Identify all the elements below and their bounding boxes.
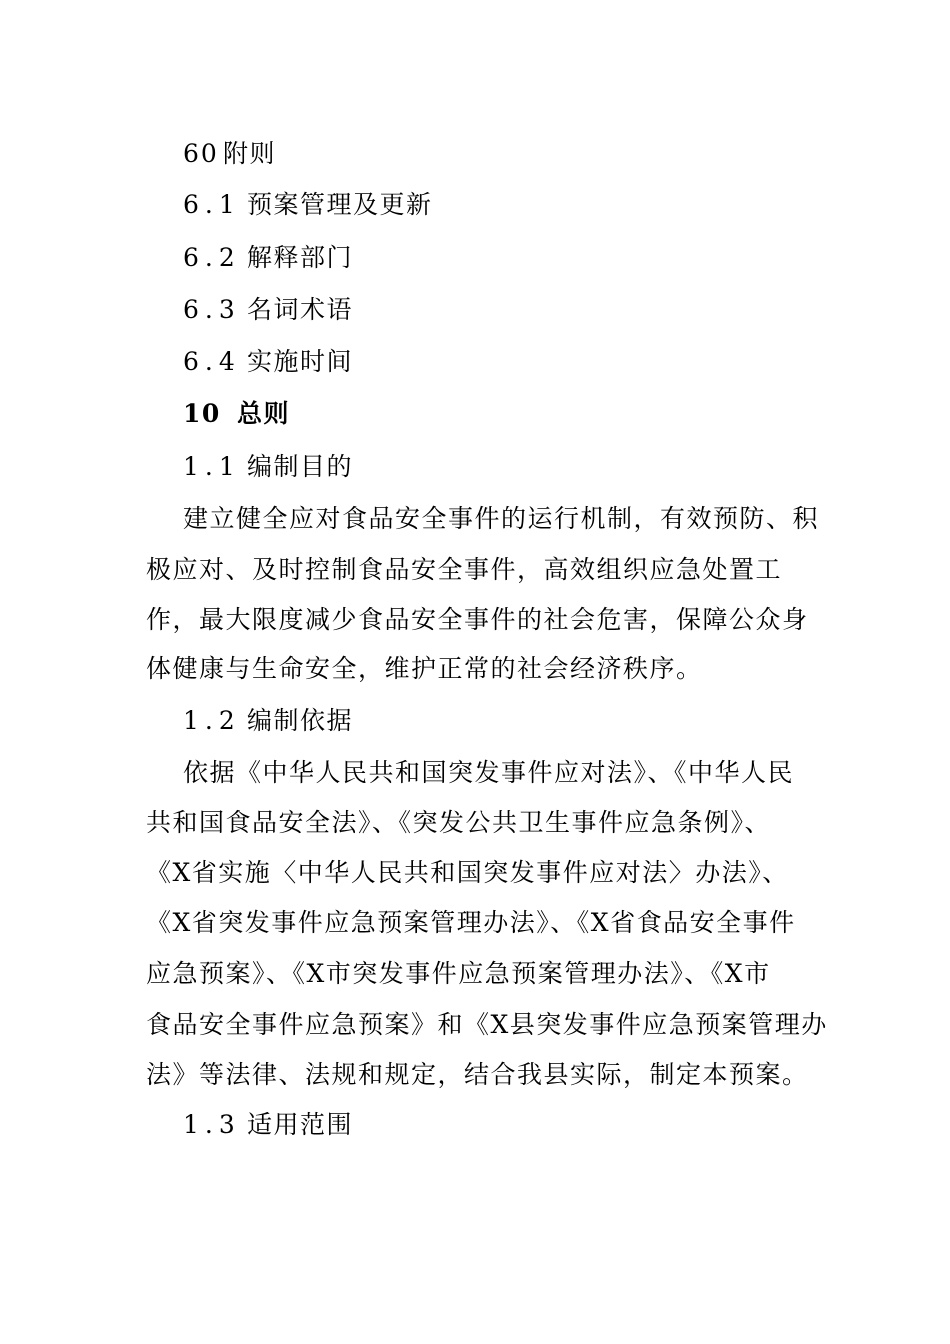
general-heading (183, 397, 290, 431)
paragraph-line: 食品安全事件应急预案》和《X县突发事件应急预案管理办 (146, 1010, 828, 1039)
paragraph-line: 极应对、及时控制食品安全事件，高效组织应急处置工 (146, 555, 783, 584)
section-title: 名词术语 (247, 295, 354, 324)
general-heading-number: 10 (183, 399, 221, 428)
section-heading-1-1 (183, 450, 353, 484)
section-number: 6.3 (183, 295, 241, 324)
paragraph-line: 《X省突发事件应急预案管理办法》、《X省食品安全事件 (146, 908, 796, 937)
section-title: 预案管理及更新 (247, 190, 433, 219)
appendix-heading-title: 附则 (223, 139, 277, 168)
appendix-item (183, 345, 353, 379)
section-heading-1-3 (183, 1108, 353, 1142)
appendix-item (183, 293, 353, 327)
paragraph-line: 依据《中华人民共和国突发事件应对法》、《中华人民 (183, 758, 795, 787)
section-number: 1.2 (183, 706, 241, 735)
appendix-item (183, 241, 353, 275)
section-title: 编制依据 (247, 706, 354, 735)
appendix-heading (183, 137, 276, 171)
paragraph-line: 共和国食品安全法》、《突发公共卫生事件应急条例》、 (146, 808, 772, 837)
section-title: 编制目的 (247, 452, 354, 481)
paragraph-line: 应急预案》、《X市突发事件应急预案管理办法》、《X市 (146, 959, 771, 988)
section-title: 解释部门 (247, 243, 354, 272)
section-number: 1.1 (183, 452, 241, 481)
appendix-heading-number: 60 (183, 139, 219, 168)
paragraph-line: 建立健全应对食品安全事件的运行机制，有效预防、积 (183, 504, 820, 533)
section-number: 6.2 (183, 243, 241, 272)
section-title: 适用范围 (247, 1110, 354, 1139)
paragraph-line: 体健康与生命安全，维护正常的社会经济秩序。 (146, 654, 703, 683)
paragraph-line: 作，最大限度减少食品安全事件的社会危害，保障公众身 (146, 605, 809, 634)
paragraph-line: 《X省实施〈中华人民共和国突发事件应对法〉办法》、 (146, 858, 789, 887)
section-number: 6.4 (183, 347, 241, 376)
section-number: 6.1 (183, 190, 241, 219)
section-heading-1-2 (183, 704, 353, 738)
section-number: 1.3 (183, 1110, 241, 1139)
paragraph-line: 法》等法律、法规和规定，结合我县实际，制定本预案。 (146, 1060, 809, 1089)
appendix-item (183, 188, 433, 222)
section-title: 实施时间 (247, 347, 354, 376)
general-heading-title: 总则 (237, 399, 291, 428)
